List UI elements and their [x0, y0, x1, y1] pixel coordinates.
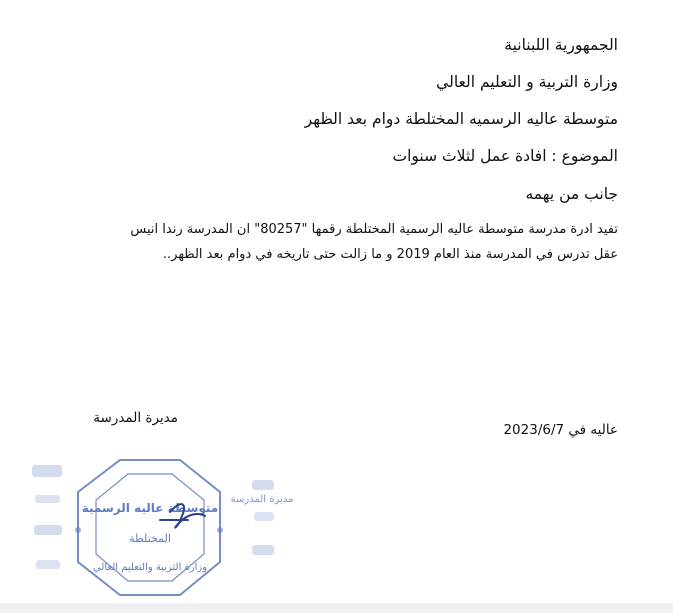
signatory-title: مديرة المدرسة — [93, 410, 178, 426]
stamp-dot-right — [217, 527, 223, 533]
stamp-inner-text: متوسطة عاليه الرسمية — [81, 501, 219, 515]
bottom-border-strip — [0, 603, 673, 613]
country-heading: الجمهورية اللبنانية — [504, 36, 618, 54]
stamp-side-label: مديرة المدرسة — [230, 494, 294, 505]
place-date: عاليه في 2023/6/7 — [503, 422, 618, 438]
stamp-outer-octagon — [78, 460, 220, 595]
paragraph-line-1: تفيد ادرة مدرسة متوسطة عاليه الرسمية المختلطة رقمها "80257" ان المدرسة رندا انيس — [130, 222, 618, 237]
stamp-dot-left — [75, 527, 81, 533]
ministry-heading: وزارة التربية و التعليم العالي — [436, 73, 618, 91]
stamp-outer-text: وزارة التربية والتعليم العالي — [92, 562, 208, 573]
subject-line: الموضوع : افادة عمل لثلاث سنوات — [392, 147, 618, 165]
stamp-center-text: المختلطة — [129, 532, 171, 545]
school-heading: متوسطة عاليه الرسميه المختلطة دوام بعد الظهر — [304, 110, 618, 128]
school-stamp — [20, 450, 294, 600]
salutation: جانب من يهمه — [525, 185, 618, 203]
paragraph-line-2: عقل تدرس في المدرسة منذ العام 2019 و ما زالت حتى تاريخه في دوام بعد الظهر.. — [162, 247, 618, 262]
